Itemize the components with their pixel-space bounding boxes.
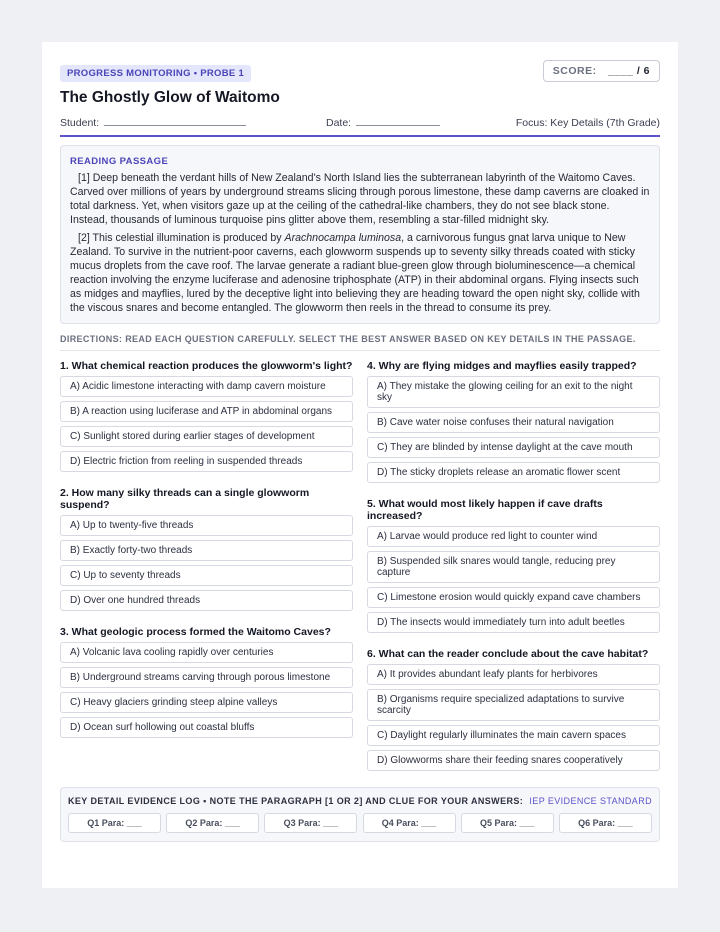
answer-option[interactable]: A) Larvae would produce red light to counter wind — [367, 526, 660, 547]
score-value[interactable]: ____ / 6 — [608, 65, 650, 77]
paragraph-2-rest: , a carnivorous fungus gnat larva unique to New Zealand. To survive in the nutrient-poor caverns, each glowworm suspends up to seventy silky threads coated with sticky mucus droplets from the cave roof. The larvae generate a radiant blue-green glow through bioluminescence—a chemical reaction involving the enzyme luciferase and adenosine triphosphate (ATP) in their abdominal organs. Flying insects such as midges and mayflies, lured by the deceptive light into believing they are heading toward the open night sky, collide with the viscous snares and become entangled. The glowworm then reels in the thread to consume its prey. — [70, 232, 640, 314]
question-text: 1. What chemical reaction produces the glowworm's light? — [60, 360, 353, 372]
answer-option[interactable]: A) Acidic limestone interacting with damp cavern moisture — [60, 376, 353, 397]
date-field — [326, 117, 516, 129]
answer-option[interactable]: A) Volcanic lava cooling rapidly over centuries — [60, 642, 353, 663]
answer-option[interactable]: D) Electric friction from reeling in suspended threads — [60, 451, 353, 472]
date-blank[interactable] — [356, 125, 440, 126]
student-field — [60, 117, 326, 129]
answer-option[interactable]: C) Heavy glaciers grinding steep alpine valleys — [60, 692, 353, 713]
focus-label: Focus: Key Details (7th Grade) — [515, 117, 660, 129]
header-top-row — [60, 64, 660, 82]
answer-option[interactable]: C) Sunlight stored during earlier stages of development — [60, 426, 353, 447]
passage-heading: READING PASSAGE — [70, 156, 169, 167]
evidence-standard: IEP EVIDENCE STANDARD — [529, 796, 652, 806]
evidence-cell-q4[interactable]: Q4 Para: ___ — [363, 813, 456, 833]
question-text: 5. What would most likely happen if cave drafts increased? — [367, 498, 603, 522]
answer-option[interactable]: C) Up to seventy threads — [60, 565, 353, 586]
student-label: Student: — [60, 117, 100, 129]
score-box — [543, 60, 660, 82]
answer-option[interactable]: B) A reaction using luciferase and ATP in abdominal organs — [60, 401, 353, 422]
question-1 — [60, 360, 353, 472]
evidence-cell-q1[interactable]: Q1 Para: ___ — [68, 813, 161, 833]
species-name: Arachnocampa luminosa — [284, 232, 402, 244]
answer-option[interactable]: C) Daylight regularly illuminates the main cavern spaces — [367, 725, 660, 746]
answer-option[interactable]: D) The insects would immediately turn into adult beetles — [367, 612, 660, 633]
answer-option[interactable]: D) Glowworms share their feeding snares cooperatively — [367, 750, 660, 771]
evidence-cell-q6[interactable]: Q6 Para: ___ — [559, 813, 652, 833]
paragraph-2-lead: [2] This celestial illumination is produced by — [78, 232, 285, 244]
date-label: Date: — [326, 117, 352, 129]
probe-badge: PROGRESS MONITORING • PROBE 1 — [60, 65, 251, 82]
question-4 — [367, 360, 660, 483]
answer-option[interactable]: A) They mistake the glowing ceiling for an exit to the night sky — [367, 376, 660, 408]
worksheet-page — [42, 42, 678, 888]
evidence-header — [68, 796, 652, 806]
student-name-blank[interactable] — [104, 125, 246, 126]
answer-option[interactable]: B) Underground streams carving through porous limestone — [60, 667, 353, 688]
evidence-cell-q3[interactable]: Q3 Para: ___ — [264, 813, 357, 833]
answer-option[interactable]: A) It provides abundant leafy plants for herbivores — [367, 664, 660, 685]
question-text: 2. How many silky threads can a single glowworm suspend? — [60, 487, 310, 511]
question-text: 6. What can the reader conclude about the cave habitat? — [367, 648, 649, 660]
answer-option[interactable]: A) Up to twenty-five threads — [60, 515, 353, 536]
answer-option[interactable]: C) They are blinded by intense daylight at the cave mouth — [367, 437, 660, 458]
question-2 — [60, 487, 353, 611]
answer-option[interactable]: D) The sticky droplets release an aromatic flower scent — [367, 462, 660, 483]
directions: DIRECTIONS: READ EACH QUESTION CAREFULLY. SELECT THE BEST ANSWER BASED ON KEY DETAILS IN THE PASSAGE. — [60, 334, 660, 351]
question-5 — [367, 498, 660, 633]
passage-paragraph-1: [1] Deep beneath the verdant hills of New Zealand's North Island lies the subterranean labyrinth of the Waitomo Caves. Carved over millions of years by underground streams slicing through porous limestone, these damp caverns are cloaked in total darkness. Yet, when visitors gaze up at the ceiling of the cathedral-like chambers, they do not see black stone. Instead, thousands of luminous turquoise pins glitter above them, resembling a star-filled midnight sky. — [70, 172, 650, 226]
questions-grid — [60, 360, 660, 786]
questions-left-column — [60, 360, 353, 786]
answer-option[interactable]: D) Ocean surf hollowing out coastal bluffs — [60, 717, 353, 738]
answer-option[interactable]: C) Limestone erosion would quickly expand cave chambers — [367, 587, 660, 608]
evidence-cell-q2[interactable]: Q2 Para: ___ — [166, 813, 259, 833]
answer-option[interactable]: B) Cave water noise confuses their natural navigation — [367, 412, 660, 433]
question-text: 4. Why are flying midges and mayflies easily trapped? — [367, 360, 637, 372]
evidence-cells — [68, 813, 652, 833]
answer-option[interactable]: B) Suspended silk snares would tangle, reducing prey capture — [367, 551, 660, 583]
answer-option[interactable]: B) Exactly forty-two threads — [60, 540, 353, 561]
passage-paragraph-2 — [70, 231, 650, 315]
score-label: SCORE: — [552, 65, 597, 77]
questions-right-column — [367, 360, 660, 786]
question-text: 3. What geologic process formed the Waitomo Caves? — [60, 626, 331, 638]
answer-option[interactable]: D) Over one hundred threads — [60, 590, 353, 611]
student-info-row — [60, 117, 660, 137]
evidence-title: KEY DETAIL EVIDENCE LOG • NOTE THE PARAGRAPH [1 OR 2] AND CLUE FOR YOUR ANSWERS: — [68, 796, 524, 806]
reading-passage — [60, 145, 660, 324]
evidence-log — [60, 787, 660, 842]
evidence-cell-q5[interactable]: Q5 Para: ___ — [461, 813, 554, 833]
answer-option[interactable]: B) Organisms require specialized adaptations to survive scarcity — [367, 689, 660, 721]
question-3 — [60, 626, 353, 738]
page-title: The Ghostly Glow of Waitomo — [60, 89, 280, 106]
question-6 — [367, 648, 660, 771]
